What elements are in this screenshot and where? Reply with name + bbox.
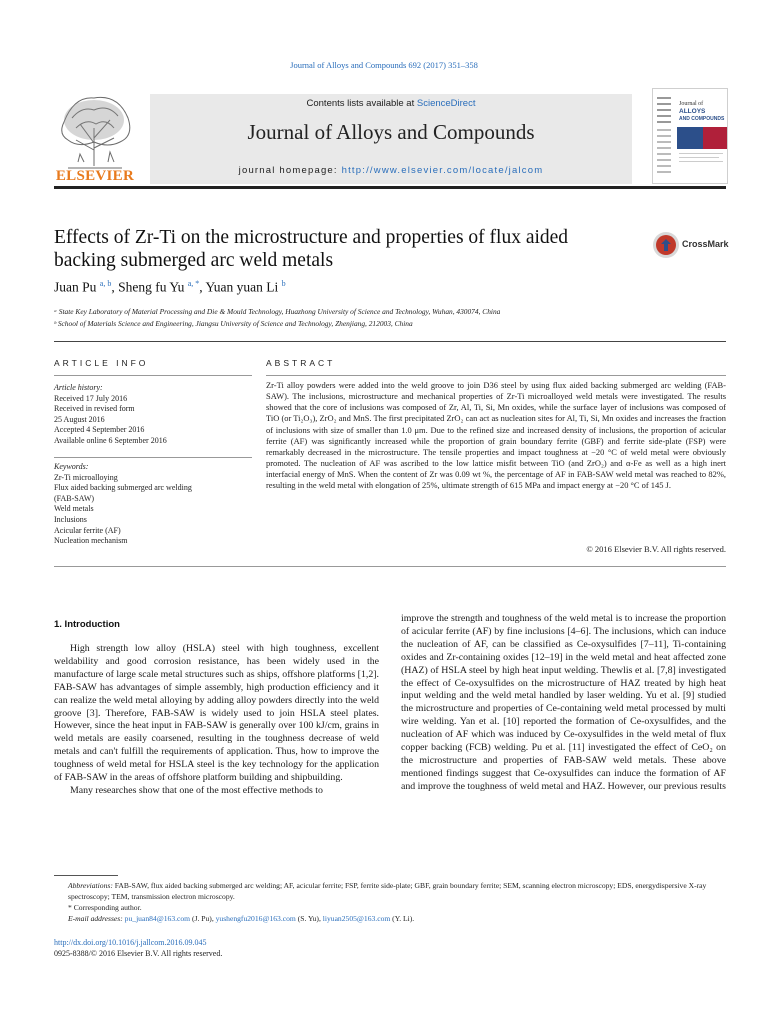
keyword: Weld metals xyxy=(54,504,94,514)
history-line: Received 17 July 2016 xyxy=(54,393,128,403)
svg-text:AND COMPOUNDS: AND COMPOUNDS xyxy=(679,116,725,122)
article-history xyxy=(54,383,254,446)
article-info-rule xyxy=(54,375,252,376)
section-heading-introduction: 1. Introduction xyxy=(54,619,120,630)
svg-text:Journal of: Journal of xyxy=(679,101,704,107)
contents-line xyxy=(150,98,632,109)
abstract-text: Zr-Ti alloy powders were added into the weld groove to join D36 steel by using flux aided backing submerged arc welding (FAB-SAW). The inclusions, microstructure and mechanical properties of Zr-Ti microalloyed weld metals were investigated. The results showed that the core of inclusions was composed of Zr, Al, Ti, Si, Mn oxides, while the surface layer of inclusions was composed of TiO (or Ti₂O₃), ZrO₂ and MnS. The first precipitated ZrO₂ can act as nucleation sites for Al, Ti, Si, Mn oxides and increases the fraction of inclusions with size of smaller than 1.0 μm. Due to the refined size and increased density of inclusions, the proportion of acicular ferrite (AF) was significantly increased while the proportion of grain boundary ferrite (GBF) and ferrite side-plate (FSP) were remarkably decreased in the microstructure. The tensile properties and impact toughness at −20 °C of weld metal were obviously promoted. The nucleation of AF was ascribed to the low lattice misfit between TiO (and ZrO₂) and α-Fe as well as a high inert interfacial energy of MnS. When the content of Zr was 0.09 wt %, the percentage of AF in FAB-SAW weld metal was reached to 82%, resulting in the weld metal with elongation of 25%, ultimate strength of 615 MPa and impact energy at −20 °C of 145 J. xyxy=(266,380,726,491)
journal-cover-thumbnail[interactable] xyxy=(652,88,728,184)
svg-text:ALLOYS: ALLOYS xyxy=(679,108,706,115)
abbreviations-footnote xyxy=(54,880,726,902)
author-list: Juan Pu $^{a, b}$, Sheng fu Yu $^{a, *}$, Yuan yuan Li $^b$ xyxy=(54,279,286,295)
corresponding-author-note: * Corresponding author. xyxy=(68,903,142,912)
author-name: Sheng fu Yu xyxy=(118,279,185,295)
sciencedirect-link[interactable]: ScienceDirect xyxy=(416,98,476,109)
keyword: Nucleation mechanism xyxy=(54,536,128,546)
body-paragraph: High strength low alloy (HSLA) steel with high toughness, excellent weldability and good corrosion resistance, has been widely used in the manufacture of large scale metal structures such as ships, offshore platforms [1,2]. FAB-SAW has advantages of simple assembly, high production efficiency and it can realize the weld metal alloying by adding alloy powders directly into the weld groove [3]. Therefore, FAB-SAW is widely used to join HSLA steel plates. However, since the heat input in FAB-SAW is generally over 100 kJ/cm, grains in weld metals are easily coarsened, resulting in the toughness decrease of weld metals and can't fulfill the requirements of application. Thus, how to improve the toughness of weld metal for HSLA steel is the key technology for the application of FAB-SAW in the areas of offshore platform building and shipbuilding. xyxy=(54,643,379,784)
author-affiliation-marker[interactable]: a, * xyxy=(187,279,200,288)
history-line: 25 August 2016 xyxy=(54,414,105,424)
abstract-copyright: © 2016 Elsevier B.V. All rights reserved. xyxy=(586,544,726,554)
abstract-rule xyxy=(266,375,726,376)
footnote-rule xyxy=(54,875,118,876)
footnotes xyxy=(54,880,726,924)
email-link[interactable]: pu_juan84@163.com xyxy=(124,914,191,923)
affiliation: ᵇ School of Materials Science and Engineering, Jiangsu University of Science and Technology, Zhenjiang, 212003, China xyxy=(54,319,413,328)
email-owner: (J. Pu), xyxy=(190,914,216,923)
email-owner: (Y. Li). xyxy=(390,914,415,923)
body-paragraph: Many researches show that one of the most effective methods to xyxy=(70,784,323,796)
publisher-wordmark: ELSEVIER xyxy=(55,168,135,184)
keyword: Acicular ferrite (AF) xyxy=(54,525,121,535)
history-line: Available online 6 September 2016 xyxy=(54,435,167,445)
keyword: (FAB-SAW) xyxy=(54,493,95,503)
affiliation: ᵃ State Key Laboratory of Material Processing and Die & Mould Technology, Huazhong University of Science and Technology, Wuhan, 430074, China xyxy=(54,307,501,316)
keywords xyxy=(54,462,254,547)
homepage-line xyxy=(150,165,632,176)
history-label: Article history: xyxy=(54,383,103,392)
history-line: Received in revised form xyxy=(54,404,135,413)
homepage-link[interactable]: http://www.elsevier.com/locate/jalcom xyxy=(341,165,544,176)
masthead-rule xyxy=(54,186,726,189)
email-link[interactable]: liyuan2505@163.com xyxy=(322,914,391,923)
crossmark-label[interactable]: CrossMark xyxy=(682,239,729,249)
keyword: Zr-Ti microalloying xyxy=(54,472,118,482)
author-affiliation-marker[interactable]: b xyxy=(281,279,286,288)
email-label: E-mail addresses: xyxy=(68,914,123,923)
abbreviations-label: Abbreviations: xyxy=(68,881,113,890)
email-owner: (S. Yu), xyxy=(295,914,323,923)
abstract-heading: ABSTRACT xyxy=(266,358,336,368)
body-column-left xyxy=(54,643,379,798)
keyword: Flux aided backing submerged arc welding xyxy=(54,483,192,493)
author-affiliation-marker[interactable]: a, b xyxy=(99,279,112,288)
abstract-bottom-rule xyxy=(54,566,726,567)
keywords-rule xyxy=(54,457,252,458)
abbreviations-text: FAB-SAW, flux aided backing submerged arc welding; AF, acicular ferrite; FSP, ferrite side-plate; GBF, grain boundary ferrite; SEM, scanning electron microscopy; EDS, energydispersive X-ray spectroscopy; TEM, transmission electron microscopy. xyxy=(68,881,707,901)
title-rule xyxy=(54,341,726,342)
body-column-right xyxy=(401,613,726,794)
author-name: Juan Pu xyxy=(54,279,97,295)
contents-prefix: Contents lists available at xyxy=(306,98,417,109)
article-title: Effects of Zr-Ti on the microstructure and properties of flux aided backing submerged arc weld metals xyxy=(54,227,569,271)
journal-title: Journal of Alloys and Compounds xyxy=(247,120,535,144)
keyword: Inclusions xyxy=(54,514,87,524)
author-name: Yuan yuan Li xyxy=(205,279,279,295)
journal-banner xyxy=(150,94,632,184)
body-paragraph: improve the strength and toughness of the weld metal is to increase the proportion of acicular ferrite (AF) by fine inclusions [4–6]. The inclusions, which can induce the nucleation of AF, can be classified as Ce-oxysulfides [7–11], Ti-containing oxides and Zr-containing oxides [12–19] in the weld metal and heat affected zone (HAZ) of HSLA steel by high heat input welding. Thewlis et al. [7,8] investigated the effect of Ce-oxysulfides on the microstructure of HAZ treated by high heat input welding and the weld metal handled by laser welding. Yu et al. [9] studied the microstructure and properties of Ce-containing weld metal processed by multi wire welding. Yan et al. [10] reported the formation of Ce-oxysulfides, and the nucleation of AF which was induced by Ce-oxysulfides in the weld metal of flux copper backing (FCB) welding. Pu et al. [11] investigated the effect of CeO₂ on the microstructure and properties of FAB-SAW weld metals. These above mentioned findings suggest that Ce-oxysulfides can induce the formation of AF and improve the toughness of weld metal and HAZ. However, our previous results xyxy=(401,613,726,792)
history-line: Accepted 4 September 2016 xyxy=(54,425,145,434)
journal-reference[interactable]: Journal of Alloys and Compounds 692 (2017) 351–358 xyxy=(290,60,478,70)
masthead xyxy=(54,84,726,186)
email-footnote xyxy=(54,913,726,924)
homepage-prefix: journal homepage: xyxy=(238,165,342,176)
issn-line: 0925-8388/© 2016 Elsevier B.V. All rights reserved. xyxy=(54,949,223,958)
article-info-heading: ARTICLE INFO xyxy=(54,358,149,368)
keywords-label: Keywords: xyxy=(54,462,89,471)
doi-link[interactable]: http://dx.doi.org/10.1016/j.jallcom.2016.09.045 xyxy=(54,938,207,947)
email-link[interactable]: yushengfu2016@163.com xyxy=(215,914,296,923)
cover-art xyxy=(653,89,727,183)
